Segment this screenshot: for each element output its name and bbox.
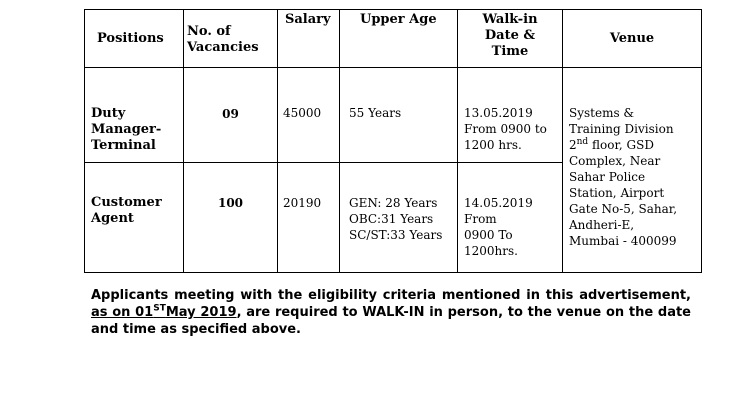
row-2-date-line-1: 14.05.2019: [464, 196, 533, 210]
venue-line-8: Andheri-E,: [569, 218, 635, 232]
row-2-upper-age-line-1: GEN: 28 Years: [349, 196, 438, 210]
row-2-upper-age-line-3: SC/ST:33 Years: [349, 228, 443, 242]
header-salary-text: Salary: [285, 12, 331, 27]
note-underlined-date: [91, 305, 237, 320]
venue-line-3: [569, 137, 701, 153]
header-walkin: [458, 10, 563, 68]
header-vacancies-line-2: Vacancies: [187, 40, 259, 55]
row-2-vacancies: [184, 163, 278, 273]
row-1-position-line-1: Duty: [91, 106, 126, 121]
header-walkin-line-2: Date &: [484, 28, 536, 43]
row-2-position-line-1: Customer: [91, 195, 162, 210]
header-venue-text: Venue: [609, 30, 655, 46]
header-venue: [563, 10, 702, 68]
row-1-date-time: [458, 68, 563, 163]
row-1-date-line-1: 13.05.2019: [464, 106, 533, 120]
header-vacancies-line-1: No. of: [187, 24, 231, 39]
table-header-row: [85, 10, 702, 68]
row-2-salary: [278, 163, 340, 273]
row-1-position-line-2: Manager-: [91, 122, 162, 137]
row-1-position-line-3: Terminal: [91, 138, 156, 153]
venue-line-6: Station, Airport: [569, 186, 665, 200]
row-1-vacancies: [184, 68, 278, 163]
row-1-salary-text: 45000: [283, 106, 322, 120]
header-walkin-line-3: Time: [491, 44, 529, 59]
header-salary: [278, 10, 340, 68]
row-1-position: [85, 68, 184, 163]
note-date-month: May 2019: [165, 305, 237, 320]
note-text-1: Applicants meeting with the eligibility criteria mentioned in this advertisement,: [91, 288, 691, 303]
header-positions-text: Positions: [97, 30, 164, 46]
row-2-date-time: [458, 163, 563, 273]
venue-floor-suffix: nd: [576, 137, 589, 147]
venue-line-7: Gate No-5, Sahar,: [569, 202, 678, 216]
eligibility-note: [91, 287, 691, 338]
note-date-day: as on 01: [91, 305, 154, 320]
row-1-date-line-3: 1200 hrs.: [464, 138, 522, 152]
venue-line-9: Mumbai - 400099: [569, 234, 677, 248]
row-1-date-line-2: From 0900 to: [464, 122, 547, 136]
venue-floor-number: 2: [569, 138, 577, 152]
venue-line-2: Training Division: [569, 122, 674, 136]
venue-floor-rest: floor, GSD: [588, 138, 654, 152]
header-positions: [85, 10, 184, 68]
venue-line-5: Sahar Police: [569, 170, 646, 184]
row-2-date-line-4: 1200hrs.: [464, 244, 518, 258]
vacancy-table-container: [84, 9, 702, 273]
row-2-position-line-2: Agent: [91, 211, 134, 226]
row-1-upper-age-text: 55 Years: [349, 106, 402, 120]
header-upper-age: [340, 10, 458, 68]
header-walkin-line-1: Walk-in: [482, 12, 538, 27]
venue-line-4: Complex, Near: [569, 154, 661, 168]
header-upper-age-text: Upper Age: [360, 12, 437, 27]
row-1-vacancies-text: 09: [222, 107, 239, 121]
row-2-date-line-3: 0900 To: [464, 228, 513, 242]
venue-line-1: Systems &: [569, 106, 635, 120]
row-2-upper-age-line-2: OBC:31 Years: [349, 212, 434, 226]
row-2-position: [85, 163, 184, 273]
note-text-2: , are required to WALK-IN in person, to the venue on the date and time as specified above.: [91, 305, 691, 337]
row-1-salary: [278, 68, 340, 163]
table-row: [85, 68, 702, 163]
row-1-upper-age: [340, 68, 458, 163]
row-2-date-line-2: From: [464, 212, 497, 226]
row-2-salary-text: 20190: [283, 196, 322, 210]
row-2-upper-age: [340, 163, 458, 273]
header-vacancies: [184, 10, 278, 68]
venue-cell: [563, 68, 702, 273]
note-date-suffix: ST: [153, 303, 166, 314]
vacancy-table: [84, 9, 702, 273]
row-2-vacancies-text: 100: [217, 196, 244, 210]
